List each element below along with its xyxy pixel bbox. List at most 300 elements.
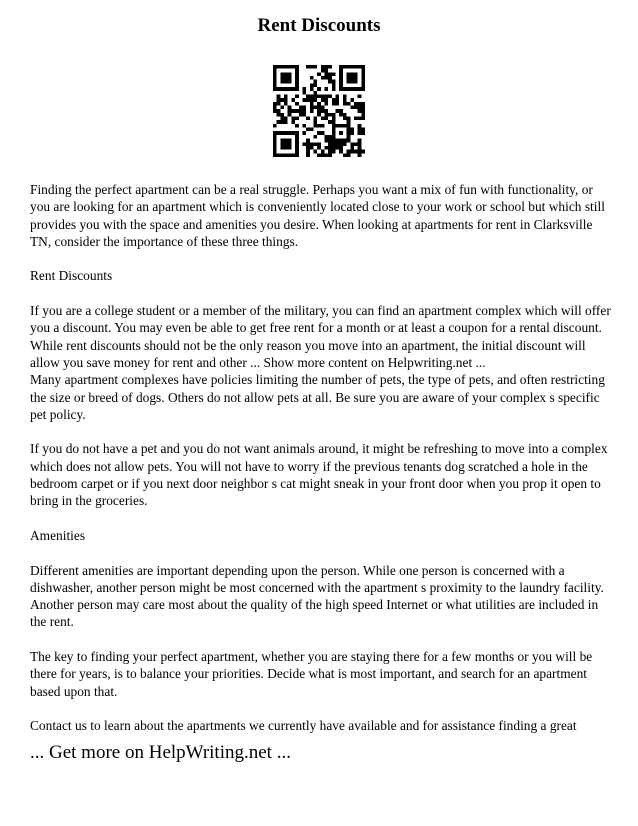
qr-module	[325, 146, 329, 150]
qr-module	[361, 102, 365, 106]
qr-module	[273, 131, 277, 135]
qr-module	[325, 113, 329, 117]
qr-module	[361, 128, 365, 132]
qr-module	[277, 102, 281, 106]
qr-module	[295, 135, 299, 139]
qr-module	[339, 109, 343, 113]
qr-module	[321, 69, 325, 73]
qr-module	[280, 105, 284, 109]
qr-module	[302, 131, 306, 135]
qr-module	[321, 98, 325, 102]
qr-module	[347, 135, 351, 139]
qr-module	[358, 65, 362, 69]
qr-module	[317, 113, 321, 117]
qr-module	[336, 98, 340, 102]
qr-module	[317, 87, 321, 91]
qr-module	[295, 69, 299, 73]
qr-module	[339, 72, 343, 76]
qr-module	[332, 113, 336, 117]
qr-module	[347, 80, 351, 84]
qr-module	[325, 94, 329, 98]
page-title: Rent Discounts	[257, 15, 381, 36]
qr-module	[358, 94, 362, 98]
qr-module	[295, 150, 299, 154]
qr-module	[332, 142, 336, 146]
qr-module	[332, 139, 336, 143]
qr-module	[291, 120, 295, 124]
qr-module	[291, 117, 295, 121]
qr-module	[339, 65, 343, 69]
qr-module	[332, 117, 336, 121]
qr-module	[332, 150, 336, 154]
qr-module	[325, 109, 329, 113]
qr-module	[358, 139, 362, 143]
qr-module	[288, 153, 292, 157]
qr-module	[325, 117, 329, 121]
qr-module	[273, 102, 277, 106]
qr-module	[358, 150, 362, 154]
paragraph-amenities: Different amenities are important depending upon the person. While one person is concerned with a dishwasher, another person might be most concerned with the apartment s proximity to the laundry facility. Another person may care most about the quality of the high speed Internet or what utilities are included in the rent.	[30, 562, 604, 630]
qr-module	[328, 65, 332, 69]
qr-module	[280, 87, 284, 91]
qr-module	[343, 65, 347, 69]
qr-module	[291, 98, 295, 102]
qr-module	[317, 94, 321, 98]
qr-module	[321, 150, 325, 154]
qr-code-icon	[273, 65, 365, 157]
qr-module	[280, 142, 284, 146]
qr-module	[295, 153, 299, 157]
qr-module	[332, 124, 336, 128]
qr-module	[339, 83, 343, 87]
qr-module	[273, 76, 277, 80]
qr-module	[336, 139, 340, 143]
qr-module	[280, 120, 284, 124]
qr-module	[347, 131, 351, 135]
qr-module	[354, 117, 358, 121]
qr-module	[306, 153, 310, 157]
qr-module	[343, 102, 347, 106]
qr-module	[343, 139, 347, 143]
qr-module	[358, 124, 362, 128]
qr-module	[328, 135, 332, 139]
paragraph-contact: Contact us to learn about the apartments we currently have available and for assistance finding a great	[30, 718, 577, 734]
qr-module	[354, 80, 358, 84]
qr-module	[295, 146, 299, 150]
qr-module	[339, 131, 343, 135]
qr-module	[343, 87, 347, 91]
qr-module	[273, 109, 277, 113]
qr-module	[302, 91, 306, 95]
paragraph-intro: Finding the perfect apartment can be a real struggle. Perhaps you want a mix of fun with functionality, or you are looking for an apartment which is conveniently located close to your work or school but which still provides you with the space and amenities you desire. When looking at apartments for rent in Clarksville TN, consider the importance of these three things.	[30, 182, 605, 249]
qr-module	[321, 94, 325, 98]
qr-module	[295, 65, 299, 69]
qr-module	[332, 72, 336, 76]
qr-module	[295, 87, 299, 91]
qr-module	[317, 105, 321, 109]
qr-module	[313, 94, 317, 98]
qr-module	[291, 109, 295, 113]
qr-module	[317, 109, 321, 113]
qr-module	[347, 87, 351, 91]
qr-module	[332, 102, 336, 106]
qr-module	[321, 105, 325, 109]
qr-module	[361, 105, 365, 109]
qr-module	[273, 80, 277, 84]
qr-module	[332, 83, 336, 87]
qr-module	[277, 87, 281, 91]
qr-module	[306, 128, 310, 132]
qr-module	[361, 72, 365, 76]
qr-module	[302, 142, 306, 146]
qr-module	[325, 102, 329, 106]
qr-module	[317, 102, 321, 106]
qr-module	[325, 69, 329, 73]
qr-module	[295, 124, 299, 128]
qr-module	[358, 102, 362, 106]
qr-module	[284, 131, 288, 135]
qr-module	[347, 76, 351, 80]
qr-module	[339, 80, 343, 84]
qr-module	[347, 117, 351, 121]
qr-module	[328, 113, 332, 117]
paragraph-no-pets: If you do not have a pet and you do not want animals around, it might be refreshing to move into a complex which does not allow pets. You will not have to worry if the previous tenants dog scratched a hole in the bedroom carpet or if you next door neighbor s cat might sneak in your front door when you prop it open to bring in the groceries.	[30, 441, 608, 509]
qr-module	[354, 76, 358, 80]
qr-module	[328, 150, 332, 154]
qr-module	[328, 139, 332, 143]
qr-module	[325, 72, 329, 76]
qr-module	[350, 76, 354, 80]
qr-module	[284, 65, 288, 69]
qr-module	[313, 142, 317, 146]
qr-module	[361, 65, 365, 69]
qr-module	[358, 105, 362, 109]
qr-module	[277, 98, 281, 102]
qr-module	[332, 135, 336, 139]
qr-module	[288, 131, 292, 135]
qr-module	[325, 153, 329, 157]
qr-module	[306, 117, 310, 121]
qr-module	[347, 139, 351, 143]
qr-module	[310, 83, 314, 87]
qr-module	[350, 98, 354, 102]
qr-module	[358, 117, 362, 121]
qr-module	[284, 120, 288, 124]
qr-module	[302, 124, 306, 128]
qr-module	[332, 128, 336, 132]
qr-module	[321, 117, 325, 121]
qr-module	[288, 105, 292, 109]
qr-module	[273, 124, 277, 128]
heading-amenities: Amenities	[30, 527, 86, 543]
qr-module	[295, 94, 299, 98]
qr-module	[295, 80, 299, 84]
qr-module	[339, 113, 343, 117]
qr-module	[321, 65, 325, 69]
qr-module	[350, 105, 354, 109]
qr-module	[361, 76, 365, 80]
qr-module	[306, 142, 310, 146]
qr-module	[339, 139, 343, 143]
qr-module	[280, 80, 284, 84]
qr-module	[339, 76, 343, 80]
qr-module	[350, 87, 354, 91]
qr-module	[350, 131, 354, 135]
qr-module	[277, 65, 281, 69]
qr-module	[339, 69, 343, 73]
qr-module	[277, 109, 281, 113]
qr-module	[317, 124, 321, 128]
qr-module	[354, 87, 358, 91]
qr-module	[336, 124, 340, 128]
qr-module	[343, 113, 347, 117]
qr-module	[325, 65, 329, 69]
qr-module	[328, 120, 332, 124]
qr-module	[302, 109, 306, 113]
qr-module	[332, 131, 336, 135]
qr-module	[273, 72, 277, 76]
qr-module	[310, 105, 314, 109]
qr-module	[313, 105, 317, 109]
paragraph-pet-policies: Many apartment complexes have policies limiting the number of pets, the type of pets, and often restricting the size or breed of dogs. Others do not allow pets at all. Be sure you are aware of your complex s specific pet policy.	[30, 372, 605, 422]
qr-module	[317, 146, 321, 150]
qr-module	[295, 139, 299, 143]
qr-module	[284, 153, 288, 157]
qr-module	[350, 142, 354, 146]
qr-module	[358, 109, 362, 113]
qr-module	[332, 98, 336, 102]
qr-module	[354, 72, 358, 76]
qr-module	[328, 146, 332, 150]
qr-module	[280, 98, 284, 102]
qr-module	[347, 128, 351, 132]
qr-module	[343, 153, 347, 157]
qr-module	[354, 105, 358, 109]
qr-module	[325, 98, 329, 102]
qr-module	[313, 124, 317, 128]
qr-module	[354, 142, 358, 146]
qr-module	[336, 94, 340, 98]
qr-module	[336, 142, 340, 146]
qr-module	[291, 153, 295, 157]
qr-module	[358, 131, 362, 135]
qr-module	[328, 142, 332, 146]
qr-module	[336, 102, 340, 106]
qr-module	[347, 65, 351, 69]
qr-module	[273, 153, 277, 157]
qr-module	[343, 94, 347, 98]
qr-module	[358, 87, 362, 91]
qr-module	[354, 150, 358, 154]
qr-module	[310, 142, 314, 146]
qr-module	[284, 139, 288, 143]
qr-module	[358, 142, 362, 146]
qr-module	[288, 109, 292, 113]
qr-module	[358, 146, 362, 150]
qr-module	[280, 72, 284, 76]
qr-module	[332, 120, 336, 124]
qr-module	[350, 128, 354, 132]
document-body	[30, 181, 616, 752]
qr-module	[280, 113, 284, 117]
qr-module	[288, 80, 292, 84]
qr-module	[284, 80, 288, 84]
qr-module	[347, 120, 351, 124]
qr-module	[347, 150, 351, 154]
qr-module	[302, 87, 306, 91]
qr-module	[295, 76, 299, 80]
qr-module	[347, 102, 351, 106]
qr-module	[280, 76, 284, 80]
qr-module	[328, 72, 332, 76]
qr-module	[339, 142, 343, 146]
qr-module	[306, 98, 310, 102]
qr-module	[336, 109, 340, 113]
qr-module	[280, 146, 284, 150]
qr-module	[288, 65, 292, 69]
qr-module	[336, 146, 340, 150]
qr-module	[284, 72, 288, 76]
qr-module	[332, 87, 336, 91]
qr-module	[313, 65, 317, 69]
qr-module	[284, 142, 288, 146]
qr-module	[306, 65, 310, 69]
qr-module	[321, 131, 325, 135]
paragraph-priorities: The key to finding your perfect apartment, whether you are staying there for a few months or you will be there for years, is to balance your priorities. Decide what is most important, and search for an apartment based upon that.	[30, 649, 593, 699]
qr-module	[339, 146, 343, 150]
qr-module	[347, 72, 351, 76]
qr-module	[328, 80, 332, 84]
qr-module	[321, 153, 325, 157]
qr-module	[273, 69, 277, 73]
qr-module	[310, 76, 314, 80]
qr-module	[284, 94, 288, 98]
qr-module	[361, 117, 365, 121]
qr-module	[295, 131, 299, 135]
qr-module	[284, 146, 288, 150]
qr-module	[343, 117, 347, 121]
qr-module	[358, 128, 362, 132]
qr-module	[361, 80, 365, 84]
qr-module	[310, 65, 314, 69]
qr-module	[317, 72, 321, 76]
qr-module	[306, 139, 310, 143]
qr-module	[284, 76, 288, 80]
qr-module	[288, 113, 292, 117]
qr-module	[288, 139, 292, 143]
qr-module	[277, 131, 281, 135]
qr-module	[277, 113, 281, 117]
qr-module	[350, 150, 354, 154]
qr-module	[317, 153, 321, 157]
qr-module	[358, 153, 362, 157]
qr-module	[361, 83, 365, 87]
qr-module	[299, 113, 303, 117]
qr-module	[299, 105, 303, 109]
qr-module	[295, 109, 299, 113]
qr-module	[313, 117, 317, 121]
qr-module	[328, 94, 332, 98]
qr-module	[313, 83, 317, 87]
qr-module	[310, 102, 314, 106]
qr-module	[361, 150, 365, 154]
qr-module	[284, 87, 288, 91]
qr-module	[277, 94, 281, 98]
qr-module	[284, 117, 288, 121]
qr-module	[277, 153, 281, 157]
qr-module	[350, 80, 354, 84]
qr-module	[295, 142, 299, 146]
qr-module	[325, 87, 329, 91]
qr-module	[317, 131, 321, 135]
qr-module	[291, 87, 295, 91]
qr-module	[361, 113, 365, 117]
qr-module	[313, 91, 317, 95]
qr-module	[310, 109, 314, 113]
qr-module	[273, 83, 277, 87]
heading-rent-discounts: Rent Discounts	[30, 268, 113, 284]
qr-module	[273, 65, 277, 69]
qr-module	[306, 94, 310, 98]
qr-module	[325, 139, 329, 143]
qr-module	[354, 102, 358, 106]
qr-module	[295, 72, 299, 76]
qr-module	[277, 120, 281, 124]
qr-module	[361, 109, 365, 113]
qr-module	[284, 98, 288, 102]
qr-module	[325, 135, 329, 139]
qr-module	[284, 102, 288, 106]
qr-module	[339, 87, 343, 91]
qr-module	[313, 120, 317, 124]
paragraph-discounts: If you are a college student or a member of the military, you can find an apartment complex which will offer you a discount. You may even be able to get free rent for a month or at least a coupon for a rental discount. While rent discounts should not be the only reason you move into an apartment, the initial discount will allow you save money for rent and other ... Show more content on Helpwriting.net ...	[30, 303, 611, 370]
qr-module	[295, 117, 299, 121]
qr-module	[361, 131, 365, 135]
qr-module	[295, 102, 299, 106]
qr-module	[302, 105, 306, 109]
qr-module	[361, 87, 365, 91]
qr-module	[332, 146, 336, 150]
qr-module	[273, 105, 277, 109]
qr-module	[321, 76, 325, 80]
qr-module	[328, 153, 332, 157]
qr-module	[288, 76, 292, 80]
qr-module	[328, 76, 332, 80]
qr-module	[306, 146, 310, 150]
qr-module	[313, 98, 317, 102]
qr-module	[310, 94, 314, 98]
qr-module	[288, 142, 292, 146]
qr-module	[354, 65, 358, 69]
qr-module	[273, 135, 277, 139]
qr-module	[291, 65, 295, 69]
qr-module	[280, 117, 284, 121]
qr-module	[332, 80, 336, 84]
qr-module	[339, 150, 343, 154]
qr-module	[310, 146, 314, 150]
qr-module	[280, 65, 284, 69]
qr-module	[273, 146, 277, 150]
get-more-link[interactable]: ... Get more on HelpWriting.net ...	[30, 742, 291, 763]
qr-module	[343, 98, 347, 102]
qr-module	[310, 87, 314, 91]
qr-module	[288, 87, 292, 91]
qr-module	[321, 124, 325, 128]
qr-module	[313, 80, 317, 84]
qr-module	[288, 72, 292, 76]
qr-module	[343, 124, 347, 128]
qr-module	[321, 109, 325, 113]
